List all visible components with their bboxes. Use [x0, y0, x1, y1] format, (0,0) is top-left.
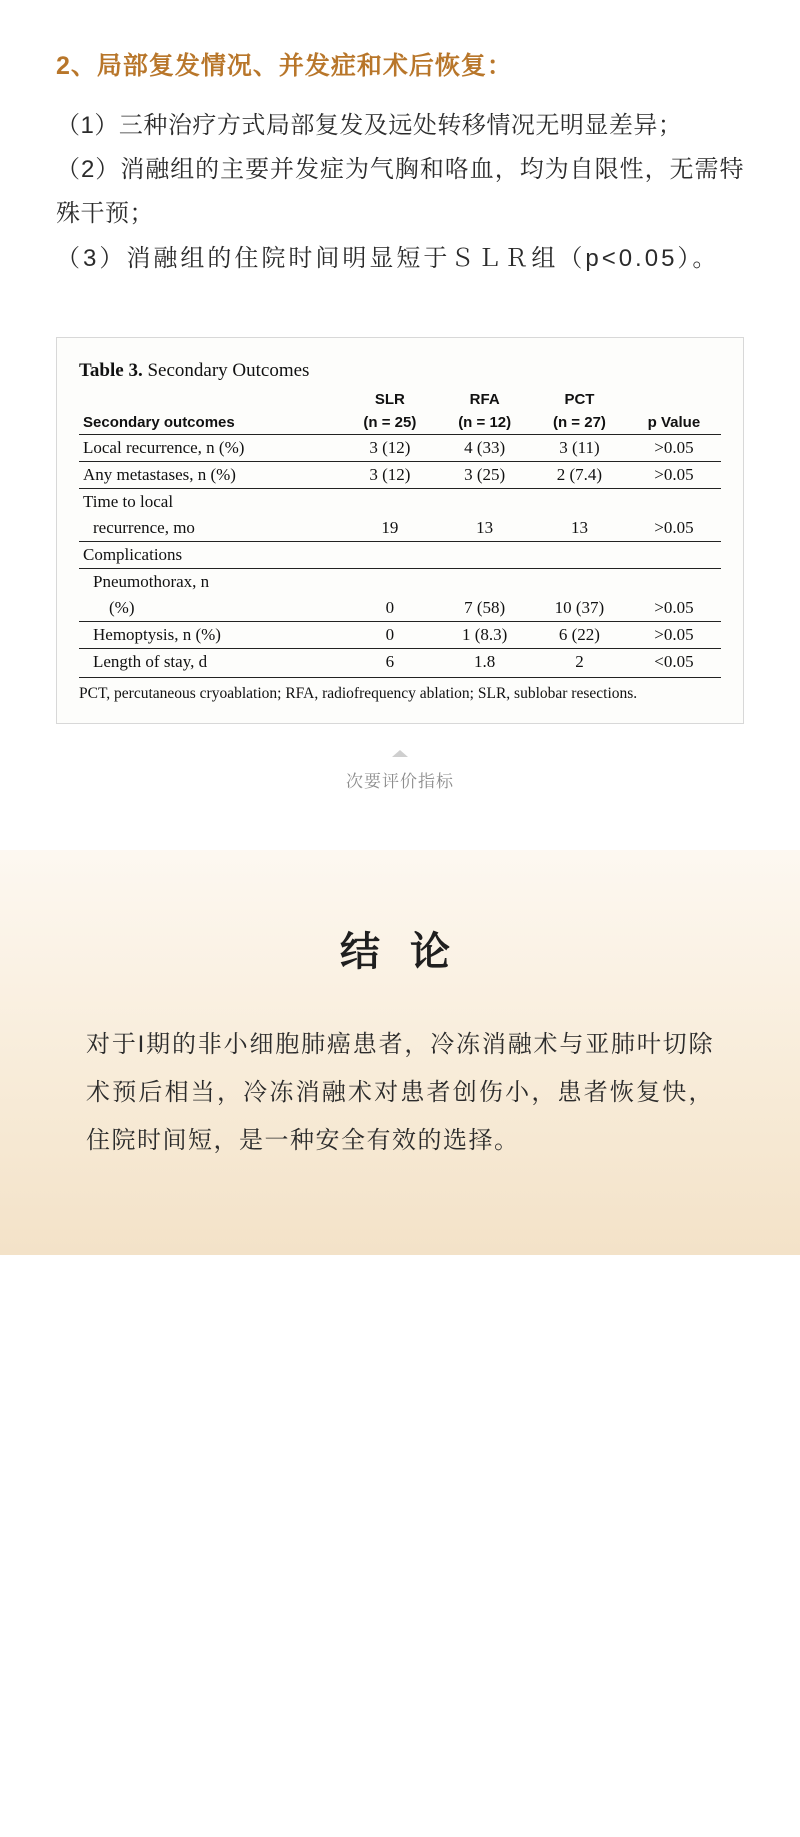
section-heading: 2、局部复发情况、并发症和术后恢复： — [56, 52, 513, 80]
col-head-slr-n: (n = 25) — [342, 411, 437, 435]
conclusion-title: 结 论 — [340, 928, 460, 974]
table-row — [79, 542, 721, 569]
cell-rfa: 4 (33) — [437, 435, 532, 462]
cell-slr: 0 — [342, 595, 437, 622]
cell-pvalue: >0.05 — [627, 462, 721, 489]
cell-slr: 3 (12) — [342, 462, 437, 489]
cell-pct: 10 (37) — [532, 595, 627, 622]
table-row — [79, 622, 721, 649]
conclusion-panel — [0, 850, 800, 1255]
row-label: Hemoptysis, n (%) — [79, 622, 342, 649]
row-label: Local recurrence, n (%) — [79, 435, 342, 462]
table-row — [79, 489, 721, 516]
col-head-outcomes — [79, 388, 342, 411]
cell-rfa — [437, 542, 532, 569]
cell-pct — [532, 542, 627, 569]
cell-pvalue — [627, 569, 721, 596]
cell-rfa: 1.8 — [474, 652, 496, 672]
finding-paragraph-3: （3）消融组的住院时间明显短于ＳＬＲ组（p<0.05）。 — [56, 244, 720, 272]
col-head-outcomes-label: Secondary outcomes — [79, 411, 342, 435]
table-header-row-2 — [79, 411, 721, 435]
row-label: recurrence, mo — [79, 515, 342, 542]
cell-slr — [342, 489, 437, 516]
table-body — [79, 435, 721, 676]
table-row — [79, 462, 721, 489]
figure-caption: 次要评价指标 — [346, 771, 454, 791]
figure-caption-block — [56, 750, 744, 792]
figure-secondary-outcomes — [56, 337, 744, 792]
table-row — [79, 649, 721, 676]
cell-pvalue — [627, 542, 721, 569]
cell-pct: 13 — [532, 515, 627, 542]
cell-rfa — [437, 489, 532, 516]
cell-pct: 6 (22) — [532, 622, 627, 649]
table-row — [79, 569, 721, 596]
row-label: Length of stay, d — [93, 652, 208, 672]
cell-pvalue: <0.05 — [654, 652, 694, 672]
cell-slr: 0 — [342, 622, 437, 649]
cell-pct — [532, 489, 627, 516]
cell-pct: 2 — [575, 652, 584, 672]
cell-pvalue: >0.05 — [627, 435, 721, 462]
table-row — [79, 595, 721, 622]
cell-pvalue — [627, 489, 721, 516]
cell-slr — [342, 542, 437, 569]
cell-pct: 3 (11) — [532, 435, 627, 462]
table-image-box — [56, 337, 744, 724]
cell-rfa: 13 — [437, 515, 532, 542]
conclusion-body: 对于I期的非小细胞肺癌患者，冷冻消融术与亚肺叶切除术预后相当，冷冻消融术对患者创伤小，患者恢复快，住院时间短，是一种安全有效的选择。 — [86, 1030, 714, 1154]
table-header-row-1 — [79, 388, 721, 411]
cell-rfa: 7 (58) — [437, 595, 532, 622]
col-head-pvalue: p Value — [627, 411, 721, 435]
table-row — [79, 435, 721, 462]
table-title-text: Secondary Outcomes — [147, 360, 310, 382]
caret-up-icon — [392, 750, 408, 757]
table-title — [79, 360, 721, 382]
secondary-outcomes-table — [79, 388, 721, 675]
table-row — [79, 515, 721, 542]
row-label: Time to local — [83, 492, 174, 512]
col-head-slr: SLR — [374, 391, 405, 409]
cell-pvalue: >0.05 — [627, 622, 721, 649]
finding-paragraph-1: （1）三种治疗方式局部复发及远处转移情况无明显差异； — [56, 111, 683, 139]
row-label: Pneumothorax, n — [93, 572, 210, 592]
cell-slr: 6 — [385, 652, 395, 672]
cell-pvalue: >0.05 — [627, 595, 721, 622]
table-label: Table 3. — [79, 360, 143, 382]
col-head-rfa-n: (n = 12) — [437, 411, 532, 435]
section-findings — [0, 0, 800, 281]
finding-paragraph-2: （2）消融组的主要并发症为气胸和咯血，均为自限性，无需特殊干预； — [56, 155, 744, 228]
cell-slr — [342, 569, 437, 596]
col-head-rfa: RFA — [469, 391, 500, 409]
col-head-pct: PCT — [564, 391, 595, 409]
cell-slr: 3 (12) — [342, 435, 437, 462]
cell-pct: 2 (7.4) — [532, 462, 627, 489]
row-label: Complications — [79, 542, 342, 569]
cell-slr: 19 — [342, 515, 437, 542]
table-footnote: PCT, percutaneous cryoablation; RFA, radiofrequency ablation; SLR, sublobar resections. — [79, 677, 721, 705]
col-head-pct-n: (n = 27) — [532, 411, 627, 435]
cell-pct — [532, 569, 627, 596]
col-head-pvalue-spacer — [627, 388, 721, 411]
cell-rfa: 1 (8.3) — [437, 622, 532, 649]
row-label: Any metastases, n (%) — [79, 462, 342, 489]
row-label: (%) — [79, 595, 342, 622]
cell-rfa — [437, 569, 532, 596]
cell-pvalue: >0.05 — [627, 515, 721, 542]
cell-rfa: 3 (25) — [437, 462, 532, 489]
